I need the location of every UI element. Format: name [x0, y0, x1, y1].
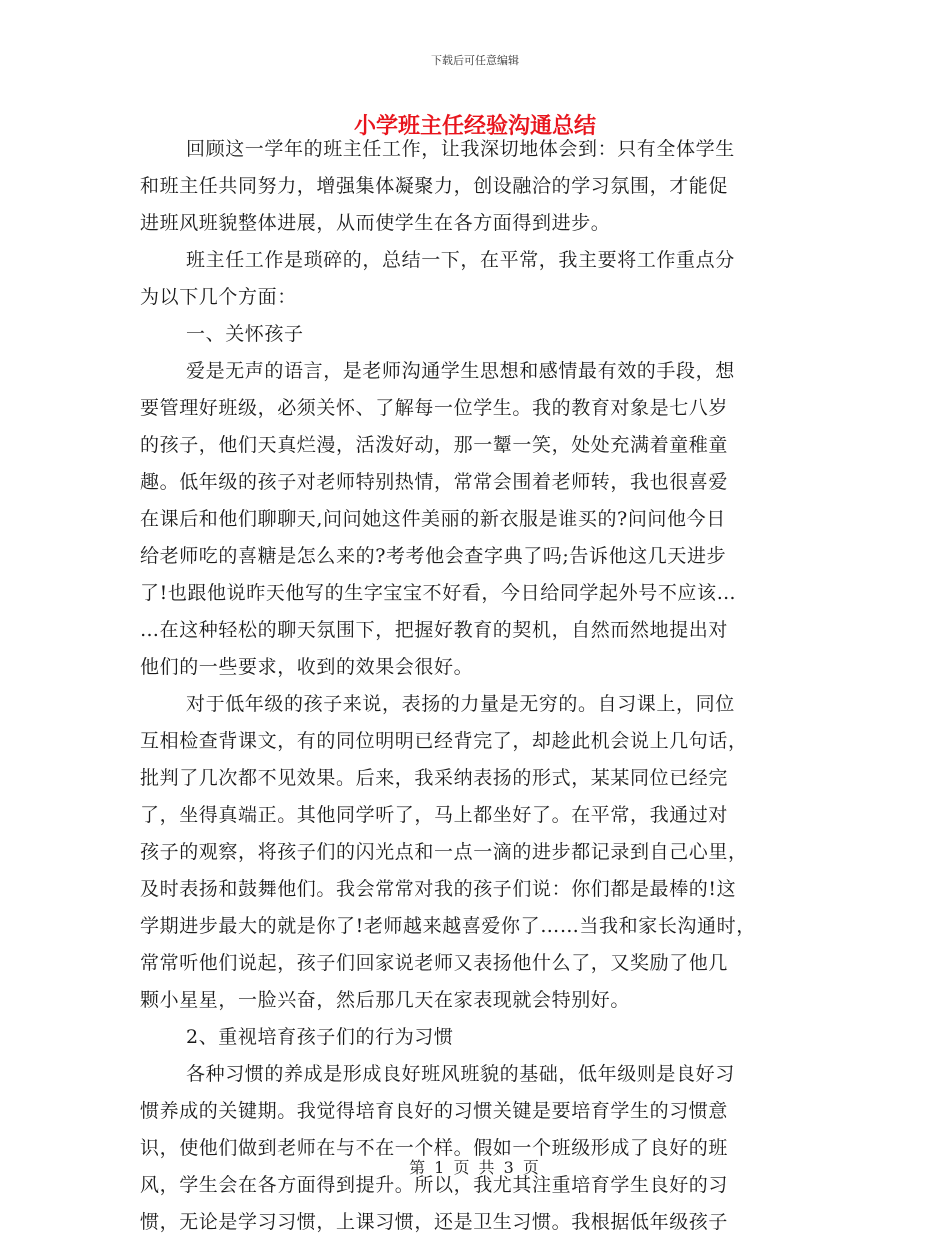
text-line: 和班主任共同努力，增强集体凝聚力，创设融洽的学习氛围，才能促 [140, 175, 729, 197]
text-line: 对于低年级的孩子来说，表扬的力量是无穷的。自习课上，同位 [186, 693, 735, 715]
text-line: 各种习惯的养成是形成良好班风班貌的基础，低年级则是良好习 [186, 1063, 735, 1085]
header-note: 下载后可任意编辑 [431, 54, 519, 67]
text-line: 要管理好班级，必须关怀、了解每一位学生。我的教育对象是七八岁 [140, 397, 729, 419]
text-line: 班主任工作是琐碎的，总结一下，在平常，我主要将工作重点分 [186, 249, 735, 271]
document-title: 小学班主任经验沟通总结 [353, 113, 596, 139]
text-line: …在这种轻松的聊天氛围下，把握好教育的契机，自然而然地提出对 [140, 619, 729, 641]
text-line: 他们的一些要求，收到的效果会很好。 [140, 656, 474, 678]
text-line: 批判了几次都不见效果。后来，我采纳表扬的形式，某某同位已经完 [140, 767, 729, 789]
section-heading: 2、重视培育孩子们的行为习惯 [186, 1026, 454, 1048]
text-line: 常常听他们说起，孩子们回家说老师又表扬他什么了，又奖励了他几 [140, 952, 729, 974]
text-line: 惯，无论是学习习惯，上课习惯，还是卫生习惯。我根据低年级孩子 [140, 1211, 729, 1233]
text-line: 学期进步最大的就是你了!老师越来越喜爱你了……当我和家长沟通时， [140, 915, 756, 937]
document-body [140, 131, 815, 1241]
text-line: 惯养成的关键期。我觉得培育良好的习惯关键是要培育学生的习惯意 [140, 1100, 729, 1122]
text-line: 趣。低年级的孩子对老师特别热情，常常会围着老师转，我也很喜爱 [140, 471, 729, 493]
text-line: 颗小星星，一脸兴奋，然后那几天在家表现就会特别好。 [140, 989, 631, 1011]
text-line: 了，坐得真端正。其他同学听了，马上都坐好了。在平常，我通过对 [140, 804, 729, 826]
text-line: 互相检查背课文，有的同位明明已经背完了，却趁此机会说上几句话， [140, 730, 748, 752]
text-line: 爱是无声的语言，是老师沟通学生思想和感情最有效的手段，想 [186, 360, 735, 382]
text-line: 识，使他们做到老师在与不在一个样。假如一个班级形成了良好的班 [140, 1137, 729, 1159]
text-line: 及时表扬和鼓舞他们。我会常常对我的孩子们说：你们都是最棒的!这 [140, 878, 737, 900]
text-line: 给老师吃的喜糖是怎么来的?考考他会查字典了吗;告诉他这几天进步 [140, 545, 727, 567]
page-footer: 第 1 页 共 3 页 [409, 1158, 541, 1177]
text-line: 孩子的观察，将孩子们的闪光点和一点一滴的进步都记录到自己心里， [140, 841, 748, 863]
text-line: 了!也跟他说昨天他写的生字宝宝不好看，今日给同学起外号不应该… [140, 582, 737, 604]
text-line: 回顾这一学年的班主任工作，让我深切地体会到：只有全体学生 [186, 138, 735, 160]
text-line: 进班风班貌整体进展，从而使学生在各方面得到进步。 [140, 212, 611, 234]
text-line: 的孩子，他们天真烂漫，活泼好动，那一颦一笑，处处充满着童稚童 [140, 434, 729, 456]
text-line: 风，学生会在各方面得到提升。所以，我尤其注重培育学生良好的习 [140, 1174, 729, 1196]
section-heading: 一、关怀孩子 [186, 323, 304, 345]
text-line: 在课后和他们聊聊天,问问她这件美丽的新衣服是谁买的?问问他今日 [140, 508, 726, 530]
text-line: 为以下几个方面： [140, 286, 297, 308]
